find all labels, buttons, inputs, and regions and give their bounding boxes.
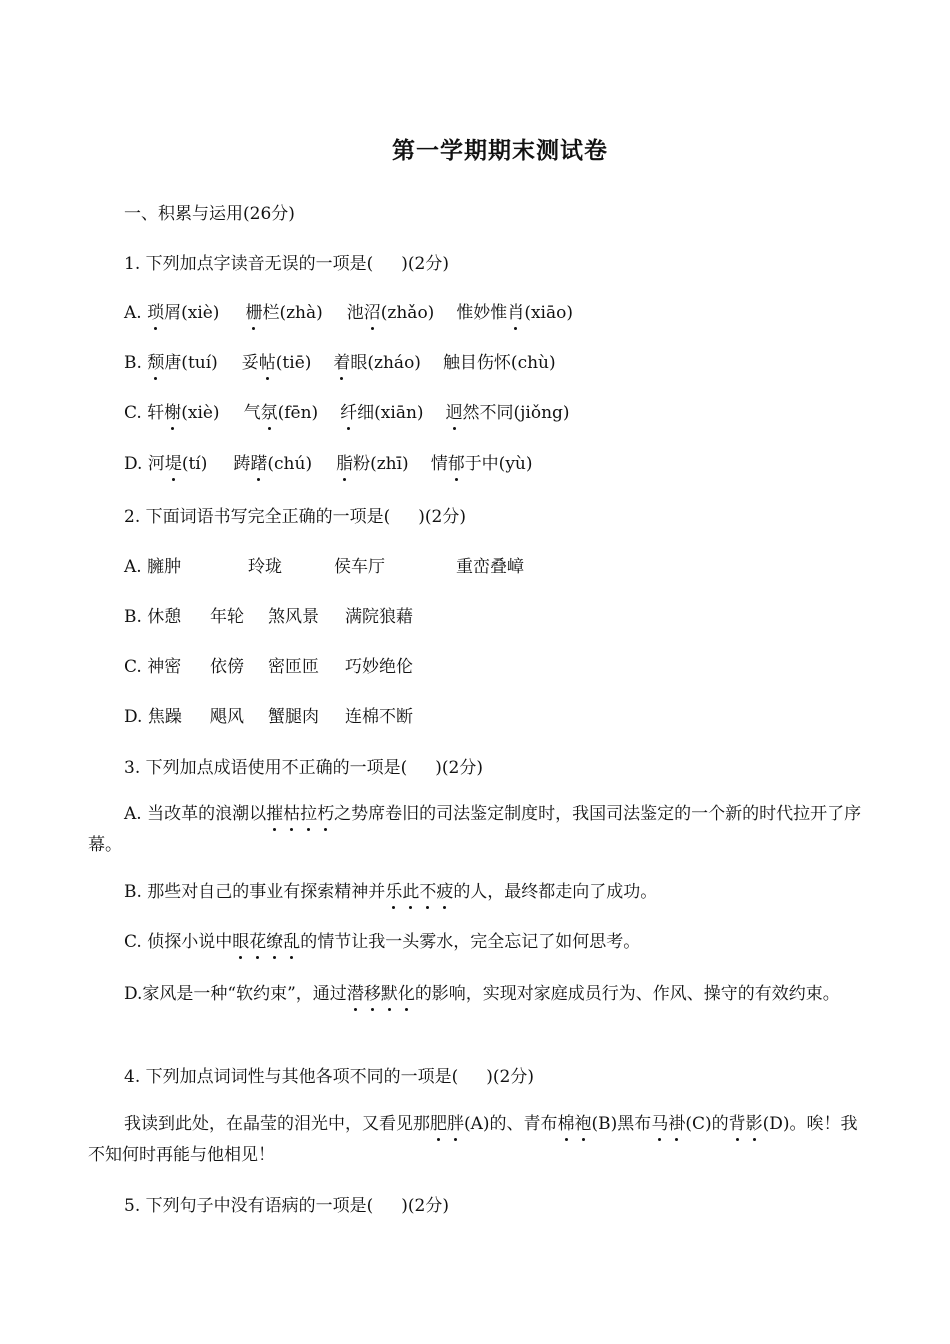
question-2-option-c: C. 神密 依傍 密匝匝 巧妙绝伦 <box>124 657 413 677</box>
emphasis-dot-char: 潜 <box>346 984 364 1004</box>
emphasis-dot-char: 影 <box>745 1114 763 1134</box>
pinyin-item: B. 颓唐(tuí) <box>124 353 218 373</box>
pinyin-item: 着眼(zháo) <box>333 353 421 373</box>
pinyin-item: 迥然不同(jiǒng) <box>445 403 570 423</box>
emphasis-dot-char: 缭 <box>266 932 284 952</box>
pinyin-item: D. 河堤(tí) <box>124 454 208 474</box>
emphasis-dot-char: 移 <box>363 984 381 1004</box>
pinyin-item: 纤细(xiān) <box>340 403 424 423</box>
question-2-stem: 2. 下面词语书写完全正确的一项是( )(2分) <box>124 507 466 527</box>
emphasis-dot-char: 肥 <box>430 1114 447 1134</box>
question-1-option-a <box>124 302 573 324</box>
question-4-passage: 我读到此处，在晶莹的泪光中，又看见那肥胖(A)的、青布棉袍(B)黑布马褂(C)的背影(D)。唉！我不知何时再能与他相见！ <box>88 1114 858 1165</box>
pinyin-item: 池沼(zhǎo) <box>346 303 435 323</box>
question-2-option-a: A. 臃肿 玲珑 侯车厅 重峦叠嶂 <box>124 557 524 577</box>
emphasis-dot-char: 拉 <box>300 804 318 824</box>
emphasis-dot-char: 化 <box>397 984 415 1004</box>
emphasis-dot-char: 马 <box>651 1114 669 1134</box>
emphasis-dot-char: 疲 <box>436 882 454 902</box>
emphasis-dot-char: 摧 <box>266 804 284 824</box>
emphasis-dot-char: 褂 <box>668 1114 686 1134</box>
pinyin-item: A. 琐屑(xiè) <box>124 303 220 323</box>
question-2-option-d: D. 焦躁 飓风 蟹腿肉 连棉不断 <box>124 707 413 727</box>
question-5-stem: 5. 下列句子中没有语病的一项是( )(2分) <box>124 1196 449 1216</box>
question-1-option-d <box>124 453 533 475</box>
question-1-option-b <box>124 352 556 374</box>
emphasis-dot-char: 眼 <box>232 932 250 952</box>
emphasis-dot-char: 枯 <box>283 804 301 824</box>
question-3-option-b: B. 那些对自己的事业有探索精神并乐此不疲的人，最终都走向了成功。 <box>124 882 658 902</box>
emphasis-dot-char: 背 <box>728 1114 746 1134</box>
page-title: 第一学期期末测试卷 <box>392 138 608 164</box>
question-1-stem: 1. 下列加点字读音无误的一项是( )(2分) <box>124 254 449 274</box>
pinyin-item: 脂粉(zhī) <box>336 454 409 474</box>
question-3-option-c: C. 侦探小说中眼花缭乱的情节让我一头雾水，完全忘记了如何思考。 <box>124 932 641 952</box>
question-3-option-a: A. 当改革的浪潮以摧枯拉朽之势席卷旧的司法鉴定制度时，我国司法鉴定的一个新的时代拉开了序幕。 <box>88 804 862 855</box>
pinyin-item: C. 轩榭(xiè) <box>124 403 220 423</box>
emphasis-dot-char: 胖 <box>447 1114 464 1134</box>
emphasis-dot-char: 朽 <box>317 804 335 824</box>
pinyin-item: 惟妙惟肖(xiāo) <box>456 303 573 323</box>
emphasis-dot-char: 不 <box>419 882 437 902</box>
question-2-option-b: B. 休憩 年轮 煞风景 满院狼藉 <box>124 607 413 627</box>
pinyin-item: 触目伤怀(chù) <box>442 353 556 373</box>
emphasis-dot-char: 此 <box>402 882 420 902</box>
emphasis-dot-char: 乐 <box>385 882 403 902</box>
emphasis-dot-char: 花 <box>249 932 267 952</box>
emphasis-dot-char: 默 <box>380 984 398 1004</box>
question-1-option-c <box>124 402 570 424</box>
emphasis-dot-char: 棉 <box>557 1114 575 1134</box>
pinyin-item: 妥帖(tiē) <box>241 353 312 373</box>
section-heading: 一、积累与运用(26分) <box>124 204 295 224</box>
emphasis-dot-char: 袍 <box>574 1114 592 1134</box>
emphasis-dot-char: 乱 <box>283 932 301 952</box>
question-3-option-d: D.家风是一种“软约束”，通过潜移默化的影响，实现对家庭成员行为、作风、操守的有效约束。 <box>124 984 840 1004</box>
pinyin-item: 情郁于中(yù) <box>430 454 533 474</box>
pinyin-item: 气氛(fēn) <box>243 403 319 423</box>
pinyin-item: 踌躇(chú) <box>233 454 313 474</box>
question-3-stem: 3. 下列加点成语使用不正确的一项是( )(2分) <box>124 758 483 778</box>
pinyin-item: 栅栏(zhà) <box>245 303 323 323</box>
question-4-stem: 4. 下列加点词词性与其他各项不同的一项是( )(2分) <box>124 1067 534 1087</box>
